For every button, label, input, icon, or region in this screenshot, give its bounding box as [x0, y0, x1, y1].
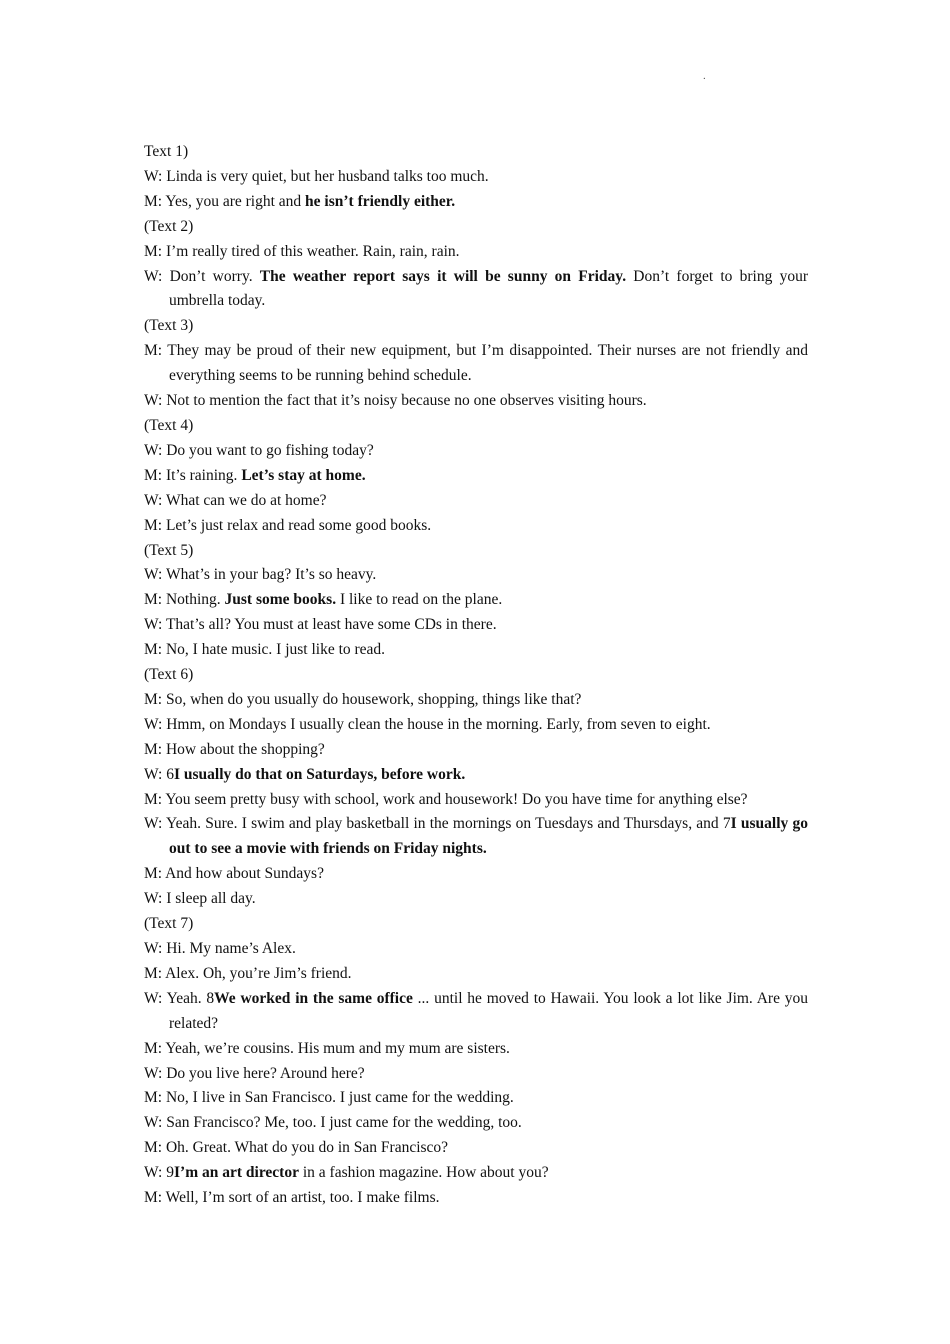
text-segment: M: Nothing.: [144, 591, 225, 609]
transcript-line: [144, 862, 808, 887]
transcript-line: [144, 240, 808, 265]
transcript-line: [144, 339, 808, 389]
text-segment: M: No, I hate music. I just like to read.: [144, 641, 386, 659]
transcript-line: [144, 1186, 808, 1211]
text-segment: M: You seem pretty busy with school, work and housework! Do you have time for anything else?: [144, 790, 748, 808]
text-segment: W: Hmm, on Mondays I usually clean the house in the morning. Early, from seven to eight.: [144, 715, 711, 733]
transcript-line: [144, 314, 808, 339]
transcript-line: [144, 389, 808, 414]
transcript-line: [144, 812, 808, 862]
text-segment: M: Well, I’m sort of an artist, too. I make films.: [144, 1189, 440, 1207]
transcript-line: [144, 265, 808, 315]
transcript-line: [144, 215, 808, 240]
transcript-line: [144, 1111, 808, 1136]
transcript-line: [144, 514, 808, 539]
bold-phrase: I’m an art director: [174, 1164, 299, 1182]
transcript-line: [144, 539, 808, 564]
text-segment: W: What’s in your bag? It’s so heavy.: [144, 566, 377, 584]
transcript-line: [144, 190, 808, 215]
text-segment: M: It’s raining.: [144, 466, 242, 484]
transcript-line: [144, 1062, 808, 1087]
text-segment: W: Yeah. Sure. I swim and play basketball in the mornings on Tuesdays and Thursdays, and 7: [144, 815, 731, 833]
transcript-line: [144, 688, 808, 713]
bold-phrase: Let’s stay at home.: [241, 466, 366, 484]
text-segment: (Text 4): [144, 416, 194, 434]
text-segment: W: Do you live here? Around here?: [144, 1064, 365, 1082]
text-segment: Text 1): [144, 143, 189, 160]
text-segment: Don’t forget to bring your umbrella today.: [169, 267, 808, 310]
text-segment: W: Not to mention the fact that it’s noisy because no one observes visiting hours.: [144, 392, 647, 410]
bold-phrase: The weather report says it will be sunny on Friday.: [259, 267, 627, 285]
header-mark: .: [703, 70, 706, 82]
text-segment: W: Do you want to go fishing today?: [144, 441, 374, 459]
text-segment: (Text 3): [144, 317, 194, 335]
text-segment: M: Let’s just relax and read some good books.: [144, 516, 432, 534]
text-segment: W: I sleep all day.: [144, 890, 256, 908]
text-segment: M: I’m really tired of this weather. Rain, rain, rain.: [144, 242, 460, 260]
text-segment: M: Yeah, we’re cousins. His mum and my mum are sisters.: [144, 1039, 510, 1057]
text-segment: W: 6: [144, 765, 174, 783]
transcript-line: [144, 140, 808, 165]
transcript-line: [144, 987, 808, 1037]
text-segment: W: 9: [144, 1164, 174, 1182]
transcript-line: [144, 912, 808, 937]
transcript-line: [144, 588, 808, 613]
bold-phrase: he isn’t friendly either.: [305, 192, 456, 210]
transcript-line: [144, 1037, 808, 1062]
transcript-line: [144, 663, 808, 688]
transcript-line: [144, 713, 808, 738]
text-segment: (Text 6): [144, 666, 194, 684]
text-segment: (Text 2): [144, 217, 194, 235]
text-segment: W: Yeah. 8: [144, 989, 215, 1007]
text-segment: in a fashion magazine. How about you?: [298, 1164, 549, 1182]
transcript-line: [144, 613, 808, 638]
text-segment: (Text 7): [144, 915, 194, 933]
transcript-line: [144, 738, 808, 763]
text-segment: M: Yes, you are right and: [144, 192, 306, 210]
bold-phrase: I usually do that on Saturdays, before work.: [174, 765, 466, 783]
text-segment: M: Alex. Oh, you’re Jim’s friend.: [144, 964, 352, 982]
text-segment: M: How about the shopping?: [144, 740, 325, 758]
text-segment: I like to read on the plane.: [336, 591, 503, 609]
text-segment: M: Oh. Great. What do you do in San Francisco?: [144, 1139, 449, 1157]
transcript-line: [144, 887, 808, 912]
transcript-line: [144, 937, 808, 962]
text-segment: W: Don’t worry.: [144, 267, 260, 285]
text-segment: W: San Francisco? Me, too. I just came for the wedding, too.: [144, 1114, 522, 1132]
transcript-line: [144, 1136, 808, 1161]
text-segment: M: They may be proud of their new equipment, but I’m disappointed. Their nurses are not friendly and everything seems to be running behind schedule.: [144, 342, 808, 385]
transcript-line: [144, 489, 808, 514]
bold-phrase: We worked in the same office: [214, 989, 413, 1007]
text-segment: ... until he moved to Hawaii. You look a lot like Jim. Are you related?: [169, 989, 809, 1032]
transcript-line: [144, 563, 808, 588]
text-segment: M: And how about Sundays?: [144, 865, 324, 883]
bold-phrase: I usually go out to see a movie with friends on Friday nights.: [169, 815, 809, 858]
transcript-line: [144, 962, 808, 987]
text-segment: W: Hi. My name’s Alex.: [144, 940, 296, 957]
transcript-line: [144, 1086, 808, 1111]
transcript-line: [144, 788, 808, 813]
text-segment: M: So, when do you usually do housework, shopping, things like that?: [144, 690, 582, 708]
transcript-line: [144, 763, 808, 788]
transcript-line: [144, 414, 808, 439]
transcript-line: [144, 165, 808, 190]
text-segment: W: That’s all? You must at least have some CDs in there.: [144, 616, 497, 634]
transcript-line: [144, 1161, 808, 1186]
transcript-line: [144, 464, 808, 489]
transcript-body: [144, 140, 808, 1211]
text-segment: (Text 5): [144, 541, 194, 559]
bold-phrase: Just some books.: [224, 591, 337, 609]
transcript-line: [144, 638, 808, 663]
text-segment: M: No, I live in San Francisco. I just came for the wedding.: [144, 1089, 514, 1107]
text-segment: W: Linda is very quiet, but her husband talks too much.: [144, 167, 489, 185]
text-segment: W: What can we do at home?: [144, 491, 327, 509]
transcript-line: [144, 439, 808, 464]
